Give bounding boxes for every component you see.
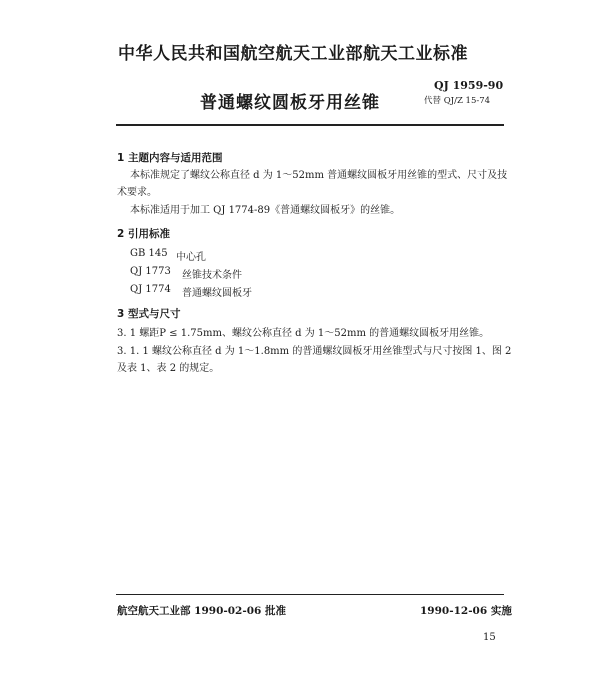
section-1-paragraph-2: 本标准适用于加工 QJ 1774-89《普通螺纹圆板牙》的丝锥。 — [130, 205, 401, 216]
section-1-paragraph-1-line-1: 本标准规定了螺纹公称直径 d 为 1～52mm 普通螺纹圆板牙用丝锥的型式、尺寸及技 — [130, 170, 508, 181]
clause-3-1-1-line-2: 及表 1、表 2 的规定。 — [117, 363, 220, 374]
section-1-heading: 1 主题内容与适用范围 — [117, 152, 223, 164]
reference-code: QJ 1774 — [130, 284, 171, 295]
clause-3-1-1-line-1: 3. 1. 1 螺纹公称直径 d 为 1～1.8mm 的普通螺纹圆板牙用丝锥型式与尺寸按图 1、图 2 — [117, 346, 512, 357]
reference-code: QJ 1773 — [130, 266, 171, 277]
approval-date: 航空航天工业部 1990-02-06 批准 — [117, 605, 286, 617]
reference-name: 普通螺纹圆板牙 — [182, 288, 252, 299]
footer-divider — [116, 594, 504, 595]
clause-3-1: 3. 1 螺距P ≤ 1.75mm、螺纹公称直径 d 为 1～52mm 的普通螺纹圆板牙用丝锥。 — [117, 328, 490, 339]
reference-name: 丝锥技术条件 — [182, 270, 242, 281]
header-divider — [116, 124, 504, 126]
document-title: 普通螺纹圆板牙用丝锥 — [200, 93, 380, 113]
page-number: 15 — [483, 632, 496, 643]
standard-number: QJ 1959-90 — [434, 79, 504, 92]
section-3-heading: 3 型式与尺寸 — [117, 308, 181, 320]
replaces-standard: 代替 QJ/Z 15-74 — [424, 96, 491, 106]
section-2-heading: 2 引用标准 — [117, 228, 170, 240]
section-1-paragraph-1-line-2: 术要求。 — [117, 187, 157, 198]
reference-name: 中心孔 — [176, 252, 206, 263]
issuing-authority-title: 中华人民共和国航空航天工业部航天工业标准 — [118, 44, 468, 64]
reference-code: GB 145 — [130, 248, 168, 259]
implementation-date: 1990-12-06 实施 — [420, 605, 512, 617]
